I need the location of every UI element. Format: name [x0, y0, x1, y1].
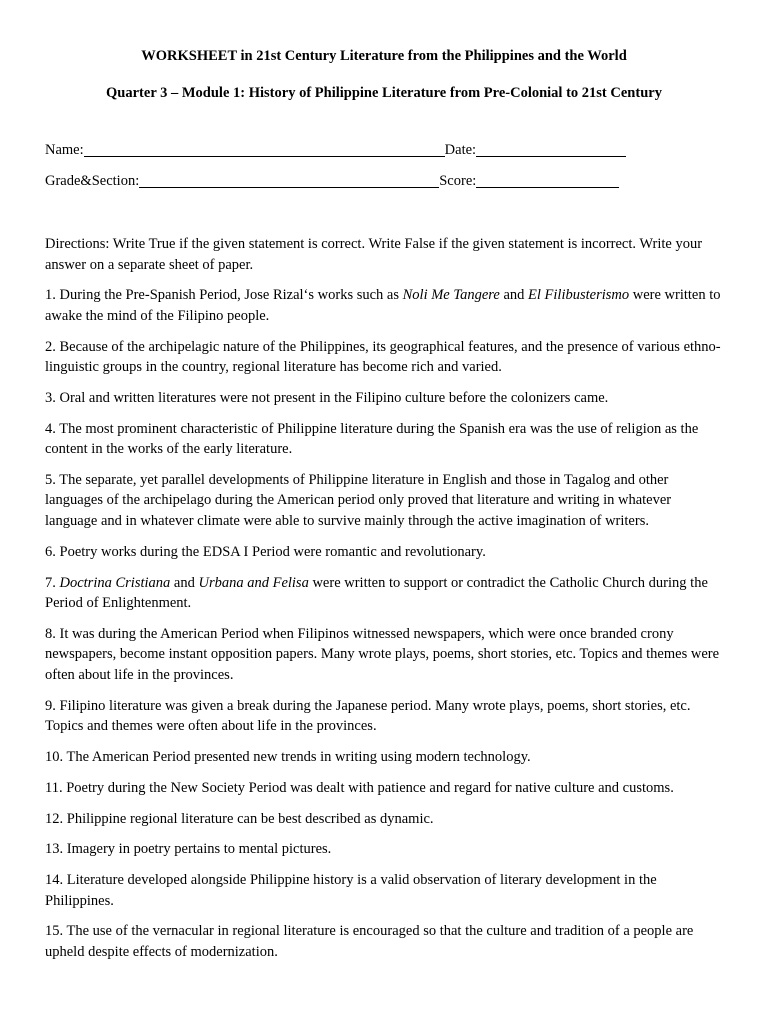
date-label: Date:: [444, 142, 477, 158]
question-2: 2. Because of the archipelagic nature of the Philippines, its geographical features, and the presence of various ethno-linguistic groups in the country, regional literature has become rich and varied.: [45, 338, 721, 376]
question-4: 4. The most prominent characteristic of Philippine literature during the Spanish era was the use of religion as the content in the works of the early literature.: [45, 420, 699, 458]
question-9: 9. Filipino literature was given a break during the Japanese period. Many wrote plays, poems, short stories, etc. Topics and themes were often about life in the provinces.: [45, 697, 691, 735]
question-10: 10. The American Period presented new trends in writing using modern technology.: [45, 748, 531, 765]
student-info-fields: [45, 140, 723, 191]
name-label: Name:: [45, 142, 84, 158]
question-5: 5. The separate, yet parallel developments of Philippine literature in English and those in Tagalog and other languages of the archipelago during the American period only proved that literature and writing in whatever language and in whatever climate were able to survive mainly through the active imagination of writers.: [45, 471, 672, 529]
score-blank[interactable]: [476, 172, 619, 188]
question-13: 13. Imagery in poetry pertains to mental pictures.: [45, 841, 332, 858]
question-11: 11. Poetry during the New Society Period was dealt with patience and regard for native culture and customs.: [45, 779, 674, 796]
question-12: 12. Philippine regional literature can be best described as dynamic.: [45, 810, 434, 827]
question-15: 15. The use of the vernacular in regional literature is encouraged so that the culture and tradition of a people are upheld despite effects of modernization.: [45, 923, 694, 960]
question-1: 1. During the Pre-Spanish Period, Jose Rizal‘s works such as Noli Me Tangere and El Filibusterismo were written to awake the mind of the Filipino people.: [45, 287, 721, 324]
question-7: 7. Doctrina Cristiana and Urbana and Felisa were written to support or contradict the Catholic Church during the Period of Enlightenment.: [45, 574, 708, 612]
question-6: 6. Poetry works during the EDSA I Period were romantic and revolutionary.: [45, 543, 486, 560]
name-date-row: [45, 140, 723, 160]
name-blank[interactable]: [84, 141, 445, 157]
score-label: Score:: [439, 173, 477, 189]
question-8: 8. It was during the American Period when Filipinos witnessed newspapers, which were once branded crony newspapers, become instant opposition papers. Many wrote plays, poems, short stories, etc. Topics and themes were often about life in the provinces.: [45, 625, 720, 683]
grade-section-label: Grade&Section:: [45, 173, 140, 189]
worksheet-content: [45, 234, 723, 962]
grade-section-blank[interactable]: [139, 172, 439, 188]
worksheet-title: WORKSHEET in 21st Century Literature from the Philippines and the World: [141, 48, 627, 64]
date-blank[interactable]: [476, 141, 626, 157]
directions: Directions: Write True if the given statement is correct. Write False if the given statement is incorrect. Write your answer on a separate sheet of paper.: [45, 236, 703, 273]
module-subtitle: Quarter 3 – Module 1: History of Philippine Literature from Pre-Colonial to 21st Century: [106, 85, 662, 101]
question-14: 14. Literature developed alongside Philippine history is a valid observation of literary development in the Philippines.: [45, 872, 657, 909]
grade-score-row: [45, 171, 723, 191]
question-3: 3. Oral and written literatures were not present in the Filipino culture before the colonizers came.: [45, 389, 609, 406]
